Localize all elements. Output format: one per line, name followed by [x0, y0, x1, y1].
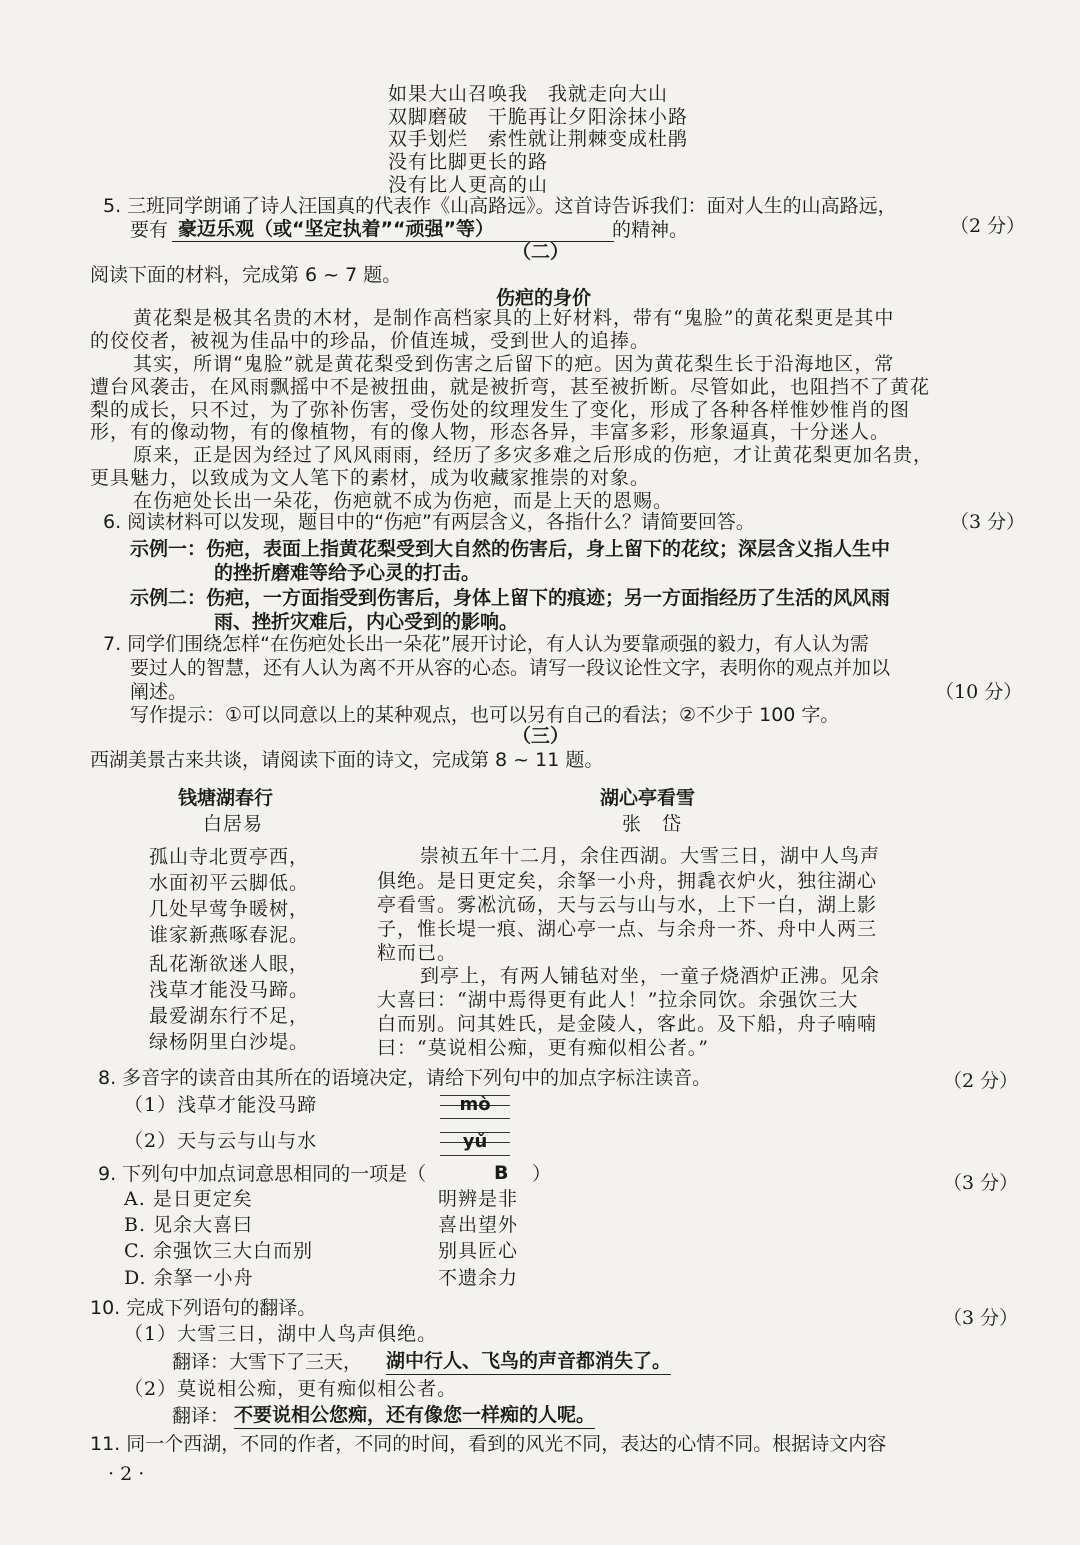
article-line: 梨的成长，只不过，为了弥补伤害，受伤处的纹理发生了变化，形成了各种各样惟妙惟肖的图 — [90, 399, 911, 421]
poem-verse: 孤山寺北贾亭西， — [149, 846, 310, 868]
q10-translate-label-1: 翻译：大雪下了三天， — [172, 1351, 363, 1373]
q9-option-d: D. 余拏一小舟 — [124, 1267, 254, 1289]
q9-option-a-compare: 明辨是非 — [438, 1188, 519, 1210]
q7-line-3: 阐述。 — [130, 681, 188, 703]
poem-verse: 水面初平云脚低。 — [149, 872, 310, 894]
prose-line: 崇祯五年十二月，余住西湖。大雪三日，湖中人鸟声 — [420, 845, 881, 867]
prose-line: 白而别。问其姓氏，是金陵人，客此。及下船，舟子喃喃 — [377, 1013, 878, 1035]
poem-line: 双脚磨破 干脆再让夕阳涂抹小路 — [388, 106, 689, 128]
poem-verse: 几处早莺争暖树， — [149, 898, 310, 920]
q6-example-1-line-1: 示例一：伤疤，表面上指黄花梨受到大自然的伤害后，身上留下的花纹；深层含义指人生中 — [130, 538, 891, 560]
q9-option-c: C. 余强饮三大白而别 — [124, 1240, 313, 1262]
section-2-intro: 阅读下面的材料，完成第 6 ~ 7 题。 — [90, 264, 402, 286]
q10-score: （3 分） — [943, 1307, 1019, 1329]
q5-suffix: 的精神。 — [612, 219, 689, 241]
prose-author: 张 岱 — [622, 813, 683, 835]
q8-pinyin-2: yǔ — [462, 1131, 488, 1152]
article-line: 更具魅力，以致成为文人笔下的素材，成为收藏家推崇的对象。 — [90, 467, 651, 489]
prose-line: 曰：“莫说相公痴，更有痴似相公者。” — [377, 1037, 709, 1059]
article-title: 伤疤的身价 — [496, 287, 592, 309]
prose-line: 粒而已。 — [377, 942, 458, 964]
poem-line: 双手划烂 索性就让荆棘变成杜鹃 — [388, 128, 689, 150]
page-number: · 2 · — [108, 1463, 145, 1485]
prose-title: 湖心亭看雪 — [600, 787, 696, 809]
poem-verse: 浅草才能没马蹄。 — [149, 979, 310, 1001]
article-line: 原来，正是因为经过了风风雨雨，经历了多灾多难之后形成的伤疤，才让黄花梨更加名贵， — [133, 444, 934, 466]
prose-line: 子，惟长堤一痕、湖心亭一点、与余舟一芥、舟中人两三 — [377, 918, 878, 940]
article-line: 其实，所谓“鬼脸”就是黄花梨受到伤害之后留下的疤。因为黄花梨生长于沿海地区，常 — [133, 353, 895, 375]
q8-item-1: （1）浅草才能没马蹄 — [124, 1094, 318, 1116]
q5-text: 5. 三班同学朗诵了诗人汪国真的代表作《山高路远》。这首诗告诉我们：面对人生的山高路远， — [103, 195, 897, 217]
q10-item-1: （1）大雪三日，湖中人鸟声俱绝。 — [124, 1323, 438, 1345]
q6-example-2-line-2: 雨、挫折灾难后，内心受到的影响。 — [214, 611, 519, 633]
q10-text: 10. 完成下列语句的翻译。 — [90, 1297, 317, 1319]
q7-line-2: 要过人的智慧，还有人认为离不开从容的心态。请写一段议论性文字，表明你的观点并加以 — [130, 657, 891, 679]
q11-text: 11. 同一个西湖，不同的作者，不同的时间，看到的风光不同，表达的心情不同。根据诗文内容 — [90, 1433, 887, 1455]
prose-line: 俱绝。是日更定矣，余拏一小舟，拥毳衣炉火，独往湖心 — [377, 870, 878, 892]
q10-answer-2: 不要说相公您痴，还有像您一样痴的人呢。 — [234, 1403, 595, 1429]
poem-line: 没有比脚更长的路 — [388, 151, 549, 173]
q6-score: （3 分） — [950, 511, 1026, 533]
q8-item-2: （2）天与云与山与水 — [124, 1130, 318, 1152]
q5-prefix: 要有 — [130, 219, 169, 241]
q9-score: （3 分） — [943, 1172, 1019, 1194]
q7-hint: 写作提示：①可以同意以上的某种观点，也可以另有自己的看法；②不少于 100 字。 — [130, 704, 840, 726]
q9-text: 9. 下列句中加点词意思相同的一项是（ — [98, 1163, 427, 1185]
prose-line: 亭看雪。雾凇沆砀，天与云与山与水，上下一白，湖上影 — [377, 894, 878, 916]
article-line: 在伤疤处长出一朵花，伤疤就不成为伤疤，而是上天的恩赐。 — [133, 490, 674, 512]
poem-author: 白居易 — [203, 813, 264, 835]
q9-close: ） — [532, 1163, 552, 1185]
poem-line: 没有比人更高的山 — [388, 174, 549, 196]
q7-line-1: 7. 同学们围绕怎样“在伤疤处长出一朵花”展开讨论，有人认为要靠顽强的毅力，有人认为需 — [103, 633, 869, 655]
q10-translate-label-2: 翻译： — [172, 1405, 230, 1427]
poem-verse: 谁家新燕啄春泥。 — [149, 924, 310, 946]
prose-line: 到亭上，有两人铺毡对坐，一童子烧酒炉正沸。见余 — [420, 965, 881, 987]
q10-answer-1: 湖中行人、飞鸟的声音都消失了。 — [386, 1349, 671, 1375]
article-line: 的佼佼者，被视为佳品中的珍品，价值连城，受到世人的追捧。 — [90, 330, 651, 352]
q9-option-b-compare: 喜出望外 — [438, 1214, 519, 1236]
q8-score: （2 分） — [943, 1070, 1019, 1092]
poem-verse: 绿杨阴里白沙堤。 — [149, 1031, 310, 1053]
q6-text: 6. 阅读材料可以发现，题目中的“伤疤”有两层含义，各指什么？请简要回答。 — [103, 511, 755, 533]
section-3-intro: 西湖美景古来共谈，请阅读下面的诗文，完成第 8 ~ 11 题。 — [90, 749, 604, 771]
q9-option-d-compare: 不遗余力 — [438, 1267, 519, 1289]
article-line: 遭台风袭击，在风雨飘摇中不是被扭曲，就是被折弯，甚至被折断。尽管如此，也阻挡不了黄花 — [90, 376, 931, 398]
poem-verse: 乱花渐欲迷人眼， — [149, 953, 310, 975]
section-2-heading: （二） — [512, 241, 570, 263]
q9-option-a: A. 是日更定矣 — [124, 1188, 253, 1210]
q6-example-2-line-1: 示例二：伤疤，一方面指受到伤害后，身体上留下的痕迹；另一方面指经历了生活的风风雨 — [130, 587, 891, 609]
q10-item-2: （2）莫说相公痴，更有痴似相公者。 — [124, 1378, 458, 1400]
q7-score: （10 分） — [935, 681, 1023, 703]
poem-title: 钱塘湖春行 — [178, 787, 274, 809]
poem-line: 如果大山召唤我 我就走向大山 — [388, 83, 669, 105]
poem-verse: 最爱湖东行不足， — [149, 1005, 310, 1027]
q8-text: 8. 多音字的读音由其所在的语境决定，请给下列句中的加点字标注读音。 — [98, 1067, 712, 1089]
q9-option-c-compare: 别具匠心 — [438, 1240, 519, 1262]
q9-answer: B — [494, 1162, 509, 1184]
prose-line: 大喜曰：“湖中焉得更有此人！”拉余同饮。余强饮三大 — [377, 989, 859, 1011]
q5-answer: 豪迈乐观（或“坚定执着”“顽强”等） — [172, 217, 614, 242]
article-line: 黄花梨是极其名贵的木材，是制作高档家具的上好材料，带有“鬼脸”的黄花梨更是其中 — [133, 307, 895, 329]
q5-score: （2 分） — [950, 215, 1026, 237]
q9-option-b: B. 见余大喜曰 — [124, 1214, 254, 1236]
article-line: 形，有的像动物，有的像植物，有的像人物，形态各异，丰富多彩，形象逼真，十分迷人。 — [90, 421, 891, 443]
section-3-heading: （三） — [512, 725, 570, 747]
q6-example-1-line-2: 的挫折磨难等给予心灵的打击。 — [214, 562, 481, 584]
q8-pinyin-1: mò — [459, 1094, 491, 1115]
